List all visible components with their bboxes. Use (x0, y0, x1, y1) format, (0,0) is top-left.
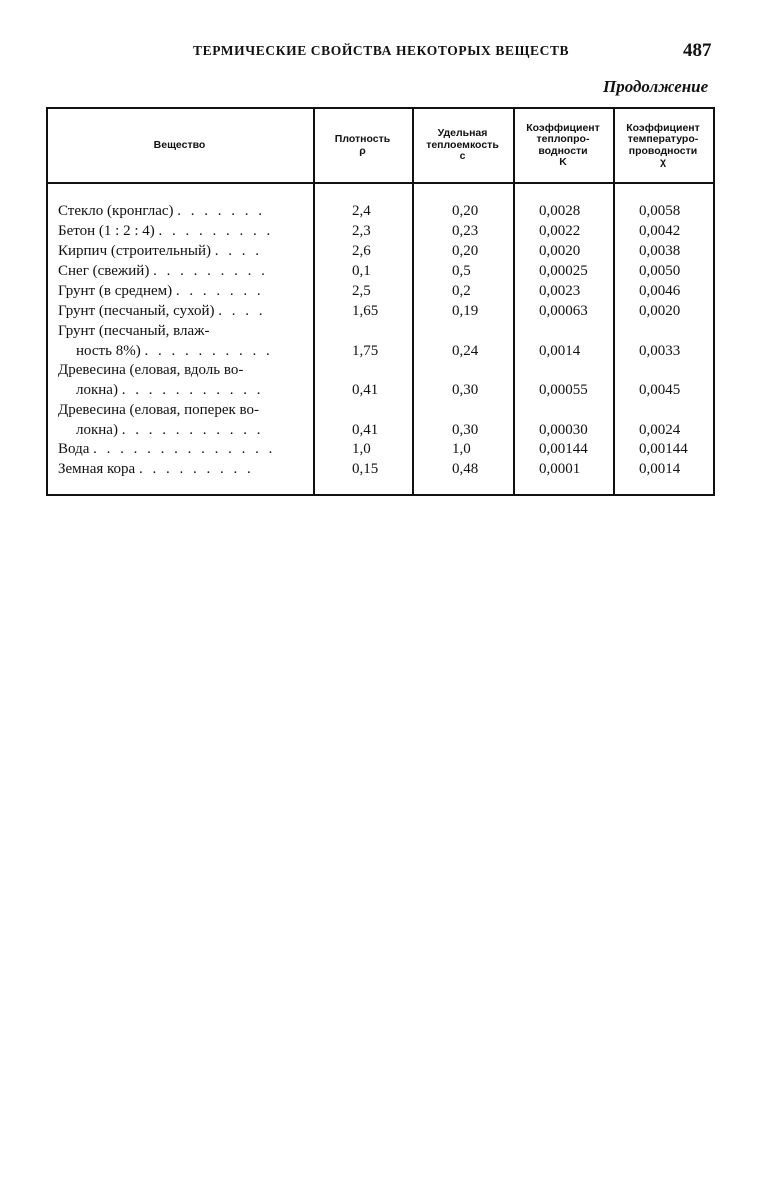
diffusivity-value: 0,0046 (639, 283, 681, 299)
substance-name: Земная кора . . . . . . . . . (58, 461, 254, 477)
substance-name-line1: Древесина (еловая, вдоль во- (58, 362, 244, 378)
diffusivity-value: 0,0058 (639, 203, 681, 219)
substance-name: Грунт (в среднем) . . . . . . . (58, 283, 264, 299)
density-value: 0,41 (352, 422, 379, 438)
table-header-rule (46, 182, 715, 184)
density-value: 0,1 (352, 263, 371, 279)
diffusivity-value: 0,0050 (639, 263, 681, 279)
diffusivity-value: 0,00144 (639, 441, 688, 457)
specific-heat-value: 0,23 (452, 223, 479, 239)
specific-heat-value: 0,5 (452, 263, 471, 279)
density-value: 2,6 (352, 243, 371, 259)
density-value: 2,3 (352, 223, 371, 239)
substance-name: локна) . . . . . . . . . . . (76, 382, 264, 398)
density-value: 2,5 (352, 283, 371, 299)
specific-heat-value: 0,30 (452, 382, 479, 398)
conductivity-value: 0,00025 (539, 263, 588, 279)
conductivity-value: 0,0023 (539, 283, 581, 299)
diffusivity-value: 0,0045 (639, 382, 681, 398)
column-header-thermal-diffusivity: Коэффициент температуро- проводности χ (626, 121, 700, 168)
conductivity-value: 0,0001 (539, 461, 581, 477)
table-right-rule (713, 107, 715, 496)
substance-name: Кирпич (строительный) . . . . (58, 243, 262, 259)
diffusivity-value: 0,0038 (639, 243, 681, 259)
specific-heat-value: 0,20 (452, 203, 479, 219)
diffusivity-value: 0,0024 (639, 422, 681, 438)
page-number: 487 (683, 40, 712, 61)
diffusivity-value: 0,0014 (639, 461, 681, 477)
substance-name-line1: Древесина (еловая, поперек во- (58, 402, 259, 418)
column-header-thermal-conductivity: Коэффициент теплопро- водности K (526, 121, 600, 168)
specific-heat-value: 0,2 (452, 283, 471, 299)
diffusivity-value: 0,0033 (639, 343, 681, 359)
table-bottom-rule (46, 494, 715, 496)
column-header-substance: Вещество (153, 138, 206, 151)
specific-heat-value: 0,19 (452, 303, 479, 319)
density-value: 0,15 (352, 461, 379, 477)
conductivity-value: 0,0028 (539, 203, 581, 219)
conductivity-value: 0,00030 (539, 422, 588, 438)
specific-heat-value: 1,0 (452, 441, 471, 457)
density-value: 1,65 (352, 303, 379, 319)
density-value: 2,4 (352, 203, 371, 219)
continued-label: Продолжение (603, 77, 709, 96)
conductivity-value: 0,00063 (539, 303, 588, 319)
substance-name: Грунт (песчаный, сухой) . . . . (58, 303, 266, 319)
specific-heat-value: 0,20 (452, 243, 479, 259)
conductivity-value: 0,0020 (539, 243, 581, 259)
conductivity-value: 0,00055 (539, 382, 588, 398)
density-value: 1,0 (352, 441, 371, 457)
substance-name: Стекло (кронглас) . . . . . . . (58, 203, 266, 219)
substance-name: Вода . . . . . . . . . . . . . . (58, 441, 276, 457)
substance-name-line1: Грунт (песчаный, влаж- (58, 323, 210, 339)
substance-name: локна) . . . . . . . . . . . (76, 422, 264, 438)
diffusivity-value: 0,0042 (639, 223, 681, 239)
conductivity-value: 0,0022 (539, 223, 581, 239)
column-header-specific-heat: Удельная теплоемкость c (426, 127, 499, 163)
specific-heat-value: 0,24 (452, 343, 479, 359)
specific-heat-value: 0,48 (452, 461, 479, 477)
substance-name: ность 8%) . . . . . . . . . . (76, 343, 273, 359)
diffusivity-value: 0,0020 (639, 303, 681, 319)
substance-name: Бетон (1 : 2 : 4) . . . . . . . . . (58, 223, 274, 239)
page-title: ТЕРМИЧЕСКИЕ СВОЙСТВА НЕКОТОРЫХ ВЕЩЕСТВ (193, 43, 570, 58)
conductivity-value: 0,0014 (539, 343, 581, 359)
conductivity-value: 0,00144 (539, 441, 588, 457)
column-header-density: Плотность ρ (334, 133, 391, 157)
density-value: 1,75 (352, 343, 379, 359)
density-value: 0,41 (352, 382, 379, 398)
specific-heat-value: 0,30 (452, 422, 479, 438)
substance-name: Снег (свежий) . . . . . . . . . (58, 263, 268, 279)
thermal-properties-table (46, 107, 715, 497)
